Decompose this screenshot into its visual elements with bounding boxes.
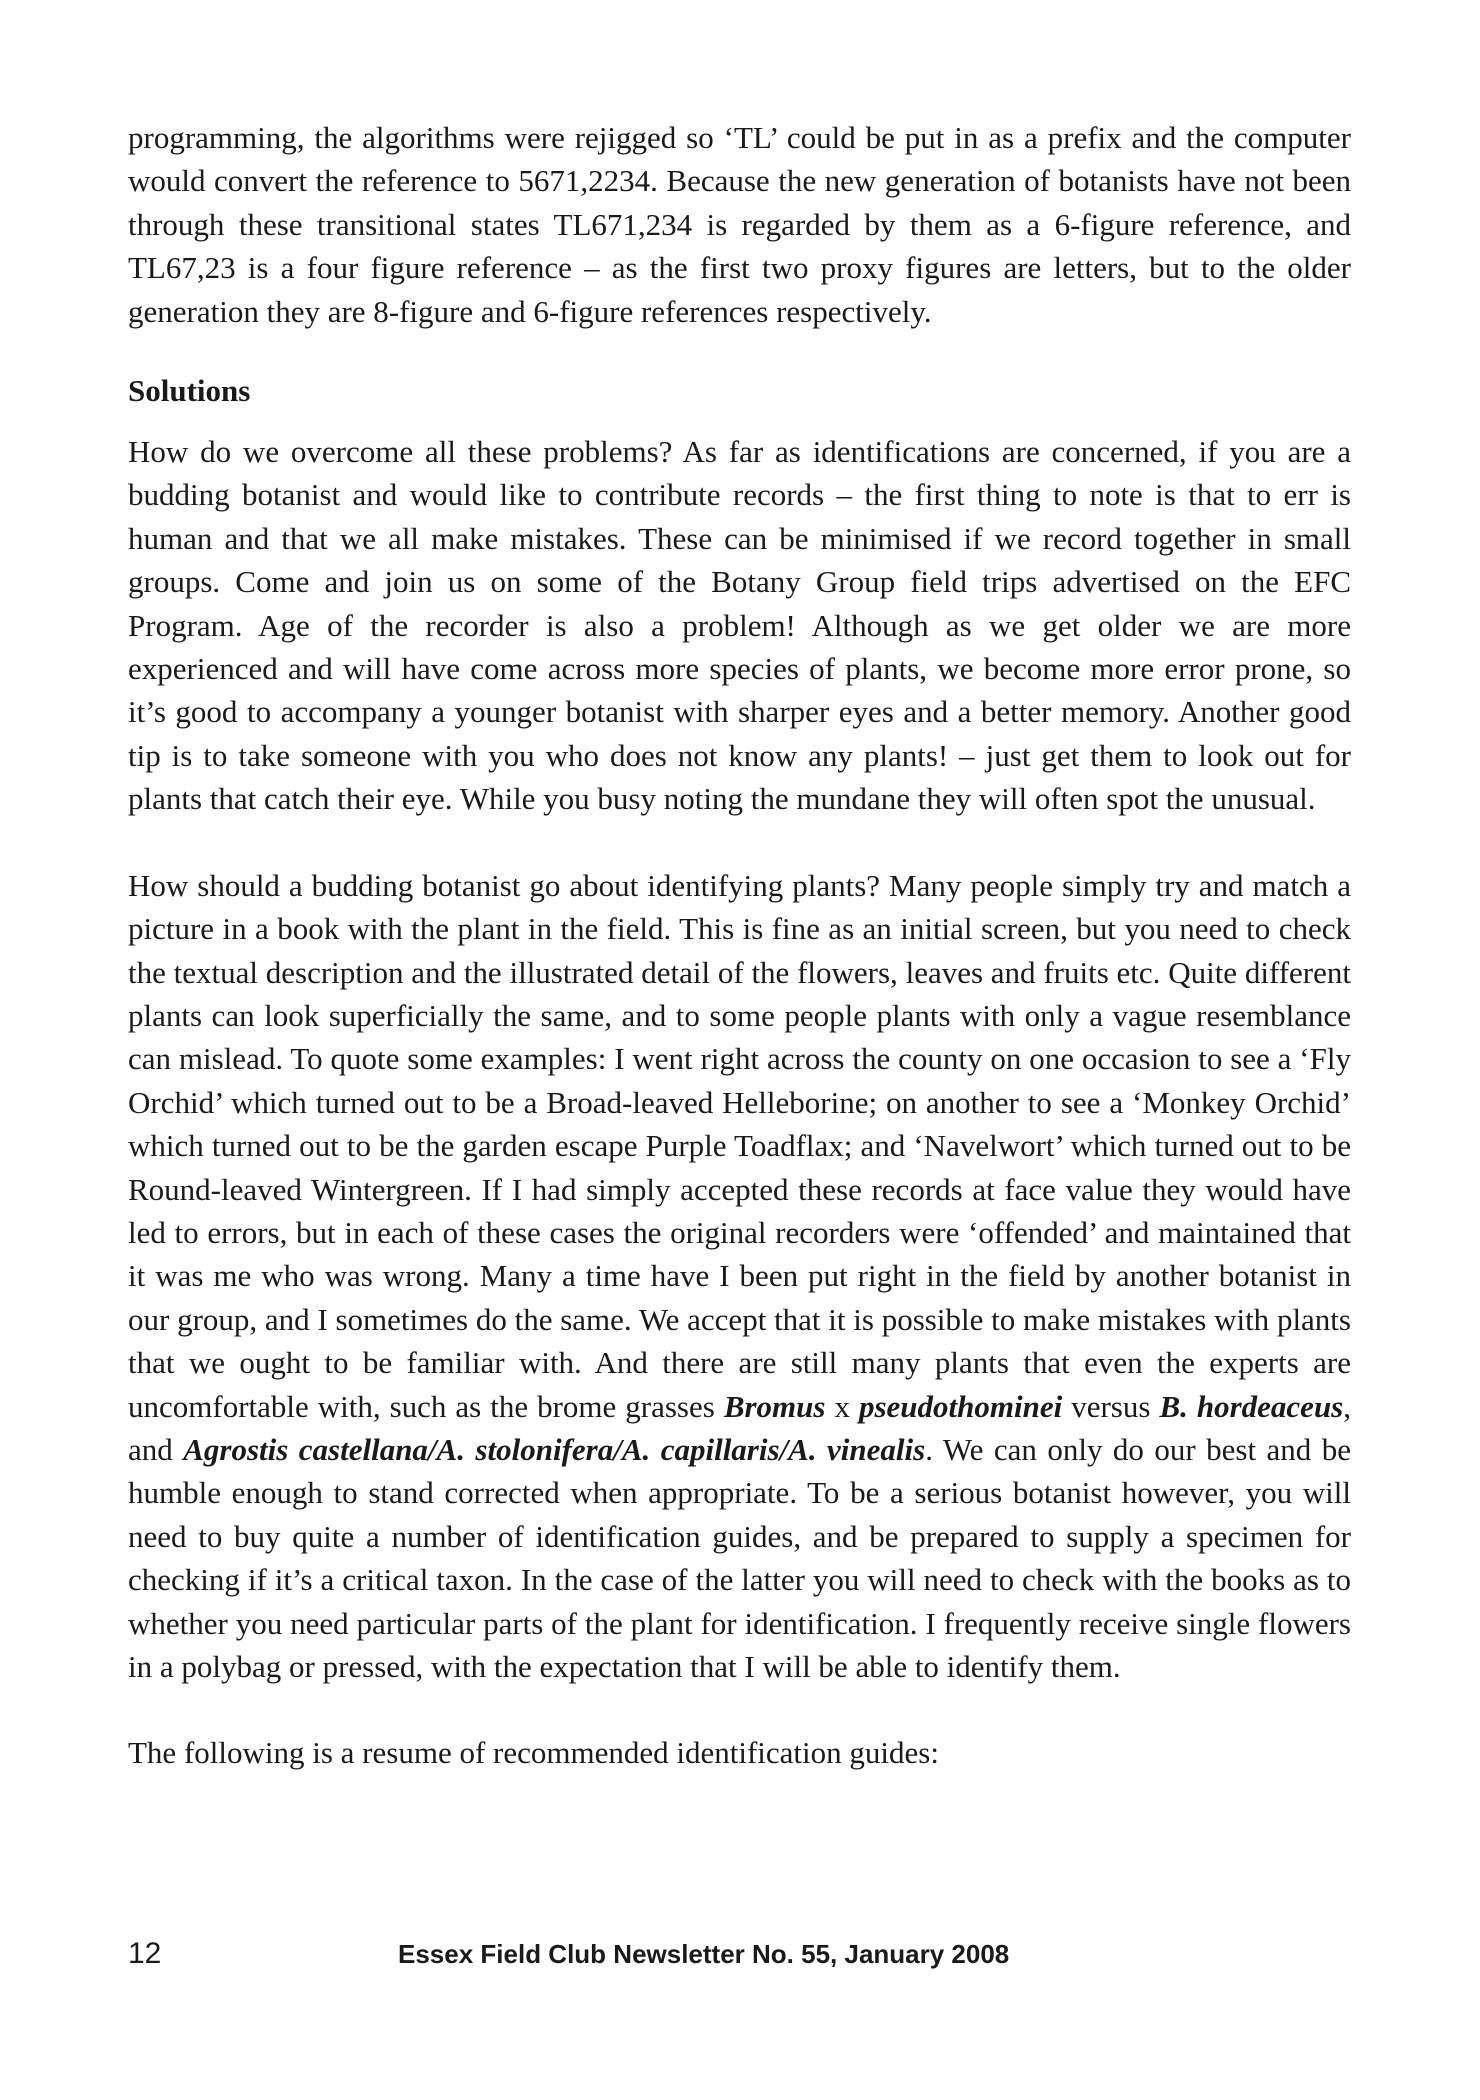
paragraph-2-text-part-2: x [825, 1388, 859, 1424]
taxon-b-hordeaceus: B. hordeaceus [1159, 1388, 1344, 1424]
page-number: 12 [128, 1937, 162, 1970]
page-body [128, 116, 1351, 1775]
paragraph-2-text-part-4: , and [128, 1388, 1351, 1467]
publication-title: Essex Field Club Newsletter No. 55, January 2008 [398, 1939, 1010, 1969]
paragraph-2-text-part-3: versus [1062, 1388, 1160, 1424]
solutions-paragraph-3: The following is a resume of recommended identification guides: [128, 1735, 939, 1771]
taxon-pseudothominei: pseudothominei [858, 1388, 1063, 1424]
solutions-paragraph-1: How do we overcome all these problems? As far as identifications are concerned, if you are a budding botanist and would like to contribute records – the first thing to note is that to err is human and that we all make mistakes. These can be minimised if we record together in small groups. Come and join us on some of the Botany Group field trips advertised on the EFC Program. Age of the recorder is also a problem! Although as we get older we are more experienced and will have come across more species of plants, we become more error prone, so it’s good to accompany a younger botanist with sharper eyes and a better memory. Another good tip is to take someone with you who does not know any plants! – just get them to look out for plants that catch their eye. While you busy noting the mundane they will often spot the unusual. [128, 434, 1351, 817]
taxon-bromus: Bromus [723, 1388, 826, 1424]
section-heading-solutions: Solutions [128, 373, 251, 409]
paragraph-2-text-part-5: . We can only do our best and be humble enough to stand corrected when appropriate. To be a serious botanist however, you will need to buy quite a number of identification guides, and be prepared to supply a specimen for checking if it’s a critical taxon. In the case of the latter you will need to check with the books as to whether you need particular parts of the plant for identification. I frequently receive single flowers in a polybag or pressed, with the expectation that I will be able to identify them. [128, 1431, 1351, 1684]
taxon-agrostis-group: Agrostis castellana/A. stolonifera/A. capillaris/A. vinealis [183, 1431, 926, 1467]
page-footer [128, 1934, 1351, 1974]
paragraph-2-text-part-1: How should a budding botanist go about identifying plants? Many people simply try and match a picture in a book with the plant in the field. This is fine as an initial screen, but you need to check the textual description and the illustrated detail of the flowers, leaves and fruits etc. Quite different plants can look superficially the same, and to some people plants with only a vague resemblance can mislead. To quote some examples: I went right across the county on one occasion to see a ‘Fly Orchid’ which turned out to be a Broad-leaved Helleborine; on another to see a ‘Monkey Orchid’ which turned out to be the garden escape Purple Toadflax; and ‘Navelwort’ which turned out to be Round-leaved Wintergreen. If I had simply accepted these records at face value they would have led to errors, but in each of these cases the original recorders were ‘offended’ and maintained that it was me who was wrong. Many a time have I been put right in the field by another botanist in our group, and I sometimes do the same. We accept that it is possible to make mistakes with plants that we ought to be familiar with. And there are still many plants that even the experts are uncomfortable with, such as the brome grasses [128, 867, 1351, 1424]
intro-paragraph: programming, the algorithms were rejigged so ‘TL’ could be put in as a prefix and the computer would convert the reference to 5671,2234. Because the new generation of botanists have not been through these transitional states TL671,234 is regarded by them as a 6-figure reference, and TL67,23 is a four figure reference – as the first two proxy figures are letters, but to the older generation they are 8-figure and 6-figure references respectively. [128, 120, 1351, 329]
solutions-paragraph-2 [128, 864, 1351, 1689]
